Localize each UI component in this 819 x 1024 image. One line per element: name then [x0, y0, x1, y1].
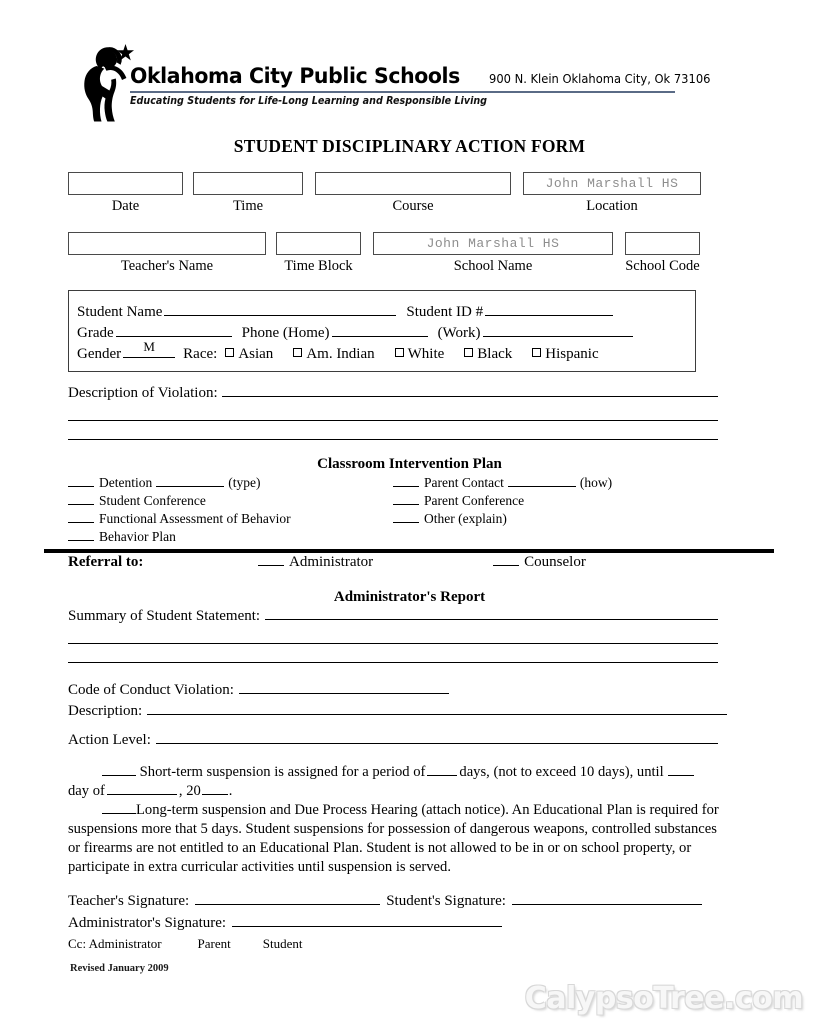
- organization-address: 900 N. Klein Oklahoma City, Ok 73106: [489, 71, 711, 86]
- parent-contact-how-input[interactable]: [508, 475, 576, 487]
- section-divider: [44, 549, 774, 553]
- intervention-item-label: Other (explain): [424, 511, 507, 526]
- intervention-item-label: Detention: [99, 475, 153, 490]
- top-field-row-1: [68, 172, 701, 215]
- race-option-label: Hispanic: [545, 345, 599, 362]
- summary-input-line-3[interactable]: [68, 644, 718, 663]
- checkline[interactable]: [393, 511, 419, 523]
- student-signature-input[interactable]: [512, 892, 702, 905]
- student-signature-label: Student's Signature:: [386, 893, 506, 909]
- admin-signature-label: Administrator's Signature:: [68, 915, 227, 931]
- violation-description-section: [68, 384, 718, 440]
- intervention-item-parent-contact[interactable]: [393, 474, 718, 491]
- short-term-month-input[interactable]: [107, 783, 177, 795]
- field-date: [68, 172, 183, 215]
- referral-section: [68, 554, 728, 571]
- action-level-section: [68, 731, 718, 749]
- violation-input-line-1[interactable]: [222, 384, 718, 397]
- race-checkbox-am-indian[interactable]: [293, 344, 374, 364]
- organization-name: Oklahoma City Public Schools: [130, 64, 460, 89]
- intervention-item-student-conference[interactable]: [68, 492, 393, 509]
- phone-work-input[interactable]: [483, 322, 633, 337]
- revision-date: Revised January 2009: [70, 963, 169, 974]
- brand-divider: [130, 91, 675, 93]
- student-id-label: Student ID #: [406, 304, 484, 320]
- person-reaching-star-icon: [78, 42, 134, 122]
- race-checkbox-white[interactable]: [395, 344, 445, 364]
- school-code-input[interactable]: [625, 232, 700, 255]
- intervention-item-label: Behavior Plan: [99, 529, 176, 544]
- detention-type-input[interactable]: [156, 475, 224, 487]
- short-term-year-text: , 20: [178, 783, 201, 799]
- referral-option-administrator[interactable]: [258, 554, 373, 571]
- watermark: CalypsoTree.com: [524, 981, 803, 1016]
- gender-label: Gender: [77, 346, 122, 362]
- field-course: [315, 172, 511, 215]
- intervention-right-column: [393, 474, 718, 546]
- field-teacher-name: [68, 232, 266, 275]
- grade-input[interactable]: [116, 322, 232, 337]
- top-field-row-2: [68, 232, 700, 275]
- intervention-item-label: Parent Conference: [424, 493, 525, 508]
- race-option-label: Black: [477, 345, 513, 362]
- race-option-label: Asian: [238, 345, 274, 362]
- phone-home-input[interactable]: [332, 322, 428, 337]
- short-term-suspension-paragraph: [68, 763, 720, 801]
- field-school-code: [625, 232, 700, 275]
- teacher-signature-label: Teacher's Signature:: [68, 893, 190, 909]
- field-time-block: [276, 232, 361, 275]
- checkbox-icon[interactable]: [225, 348, 234, 357]
- code-of-conduct-input[interactable]: [239, 681, 449, 694]
- signature-row-teacher-student: [68, 890, 728, 912]
- cc-student-label: Student: [262, 936, 303, 951]
- teacher-name-input[interactable]: [68, 232, 266, 255]
- intervention-plan-heading: Classroom Intervention Plan: [317, 456, 502, 472]
- violation-input-line-2[interactable]: [68, 402, 718, 421]
- long-term-suspension-paragraph: [68, 801, 720, 877]
- time-input[interactable]: [193, 172, 303, 195]
- long-term-checkline[interactable]: [102, 802, 136, 814]
- violation-input-line-3[interactable]: [68, 421, 718, 440]
- grade-label: Grade: [77, 325, 114, 341]
- code-of-conduct-section: [68, 680, 727, 722]
- intervention-item-parent-conference[interactable]: [393, 492, 718, 509]
- intervention-item-behavior-plan[interactable]: [68, 528, 393, 545]
- violation-label: Description of Violation:: [68, 385, 218, 401]
- checkline[interactable]: [393, 493, 419, 505]
- short-term-day-input[interactable]: [668, 764, 694, 776]
- time-label: Time: [232, 198, 264, 214]
- short-term-year-input[interactable]: [202, 783, 228, 795]
- race-option-label: Am. Indian: [306, 345, 375, 362]
- cc-row: [68, 936, 728, 952]
- referral-option-label: Administrator: [289, 554, 374, 570]
- intervention-item-other[interactable]: [393, 510, 718, 527]
- short-term-text-b: days, (not to exceed 10 days), until: [459, 764, 664, 780]
- course-label: Course: [392, 198, 434, 214]
- description-input[interactable]: [147, 702, 727, 715]
- gender-value: M: [143, 339, 155, 354]
- school-code-label: School Code: [625, 258, 700, 274]
- school-name-label: School Name: [453, 258, 533, 274]
- checkline[interactable]: [68, 475, 94, 487]
- admin-report-heading: Administrator's Report: [333, 589, 486, 605]
- field-school-name: [373, 232, 613, 275]
- checkbox-icon[interactable]: [293, 348, 302, 357]
- organization-tagline: Educating Students for Life-Long Learning and Responsible Living: [130, 96, 488, 107]
- short-term-text-c: day of: [68, 783, 105, 799]
- short-term-period: .: [228, 783, 233, 799]
- intervention-item-suffix: (type): [228, 475, 261, 490]
- student-name-input[interactable]: [164, 301, 396, 316]
- intervention-item-suffix: (how): [579, 475, 613, 490]
- school-name-input[interactable]: John Marshall HS: [373, 232, 613, 255]
- phone-work-label: (Work): [437, 325, 481, 341]
- field-location: [523, 172, 701, 215]
- intervention-item-label: Functional Assessment of Behavior: [99, 511, 291, 526]
- checkline[interactable]: [68, 529, 94, 541]
- gender-race-row: [77, 339, 687, 364]
- intervention-item-detention[interactable]: [68, 474, 393, 491]
- action-level-label: Action Level:: [68, 732, 151, 748]
- page-title: STUDENT DISCIPLINARY ACTION FORM: [233, 136, 586, 156]
- location-input[interactable]: John Marshall HS: [523, 172, 701, 195]
- intervention-plan-section: [68, 474, 718, 546]
- date-input[interactable]: [68, 172, 183, 195]
- intervention-item-label: Parent Contact: [424, 475, 504, 490]
- checkline[interactable]: [68, 511, 94, 523]
- time-block-input[interactable]: [276, 232, 361, 255]
- admin-signature-input[interactable]: [232, 914, 502, 927]
- race-checkbox-hispanic[interactable]: [532, 344, 598, 364]
- checkline[interactable]: [68, 493, 94, 505]
- referral-option-counselor[interactable]: [493, 554, 586, 571]
- location-label: Location: [586, 198, 638, 214]
- cc-parent-label: Parent: [197, 936, 231, 951]
- race-checkbox-black[interactable]: [464, 344, 512, 364]
- description-label: Description:: [68, 703, 143, 719]
- short-term-text-a: Short-term suspension is assigned for a period of: [139, 764, 426, 780]
- race-option-label: White: [407, 345, 445, 362]
- student-name-label: Student Name: [77, 304, 163, 320]
- intervention-left-column: [68, 474, 393, 546]
- student-info-box: [68, 290, 696, 372]
- race-label: Race:: [183, 346, 218, 362]
- intervention-item-label: Student Conference: [99, 493, 206, 508]
- checkline[interactable]: [393, 475, 419, 487]
- intervention-item-functional-assessment[interactable]: [68, 510, 393, 527]
- student-name-row: [77, 301, 687, 322]
- long-term-text: Long-term suspension and Due Process Hearing (attach notice). An Educational Plan is required for suspensions more that 5 days. Student suspensions for possession of dangerous weapons, controlled substances or firearms are not entitled to an Educational Plan. Student is not allowed to be in or on school property, or participate in extra curricular activities until suspension is served.: [68, 802, 719, 875]
- checkline[interactable]: [258, 554, 284, 566]
- race-checkbox-asian[interactable]: [225, 344, 273, 364]
- gender-input[interactable]: [123, 339, 175, 358]
- phone-home-label: Phone (Home): [241, 325, 330, 341]
- summary-input-line-1[interactable]: [265, 607, 718, 620]
- action-level-input[interactable]: [156, 731, 718, 744]
- time-block-label: Time Block: [284, 258, 353, 274]
- cc-administrator-label: Cc: Administrator: [68, 936, 162, 951]
- code-of-conduct-label: Code of Conduct Violation:: [68, 682, 234, 698]
- referral-label: Referral to:: [68, 554, 144, 570]
- field-time: [193, 172, 303, 215]
- checkline[interactable]: [493, 554, 519, 566]
- suspension-terms-section: [68, 763, 720, 877]
- summary-input-line-2[interactable]: [68, 625, 718, 644]
- signature-row-administrator: [68, 912, 728, 934]
- letterhead: [78, 42, 711, 132]
- checkbox-icon[interactable]: [532, 348, 541, 357]
- signature-section: [68, 890, 728, 952]
- checkbox-icon[interactable]: [395, 348, 404, 357]
- summary-label: Summary of Student Statement:: [68, 608, 261, 624]
- course-input[interactable]: [315, 172, 511, 195]
- teacher-name-label: Teacher's Name: [120, 258, 214, 274]
- short-term-checkline[interactable]: [102, 764, 136, 776]
- date-label: Date: [111, 198, 140, 214]
- short-term-days-input[interactable]: [427, 764, 457, 776]
- admin-report-section: [68, 607, 718, 663]
- checkbox-icon[interactable]: [464, 348, 473, 357]
- referral-option-label: Counselor: [524, 554, 586, 570]
- teacher-signature-input[interactable]: [195, 892, 380, 905]
- student-id-input[interactable]: [485, 301, 613, 316]
